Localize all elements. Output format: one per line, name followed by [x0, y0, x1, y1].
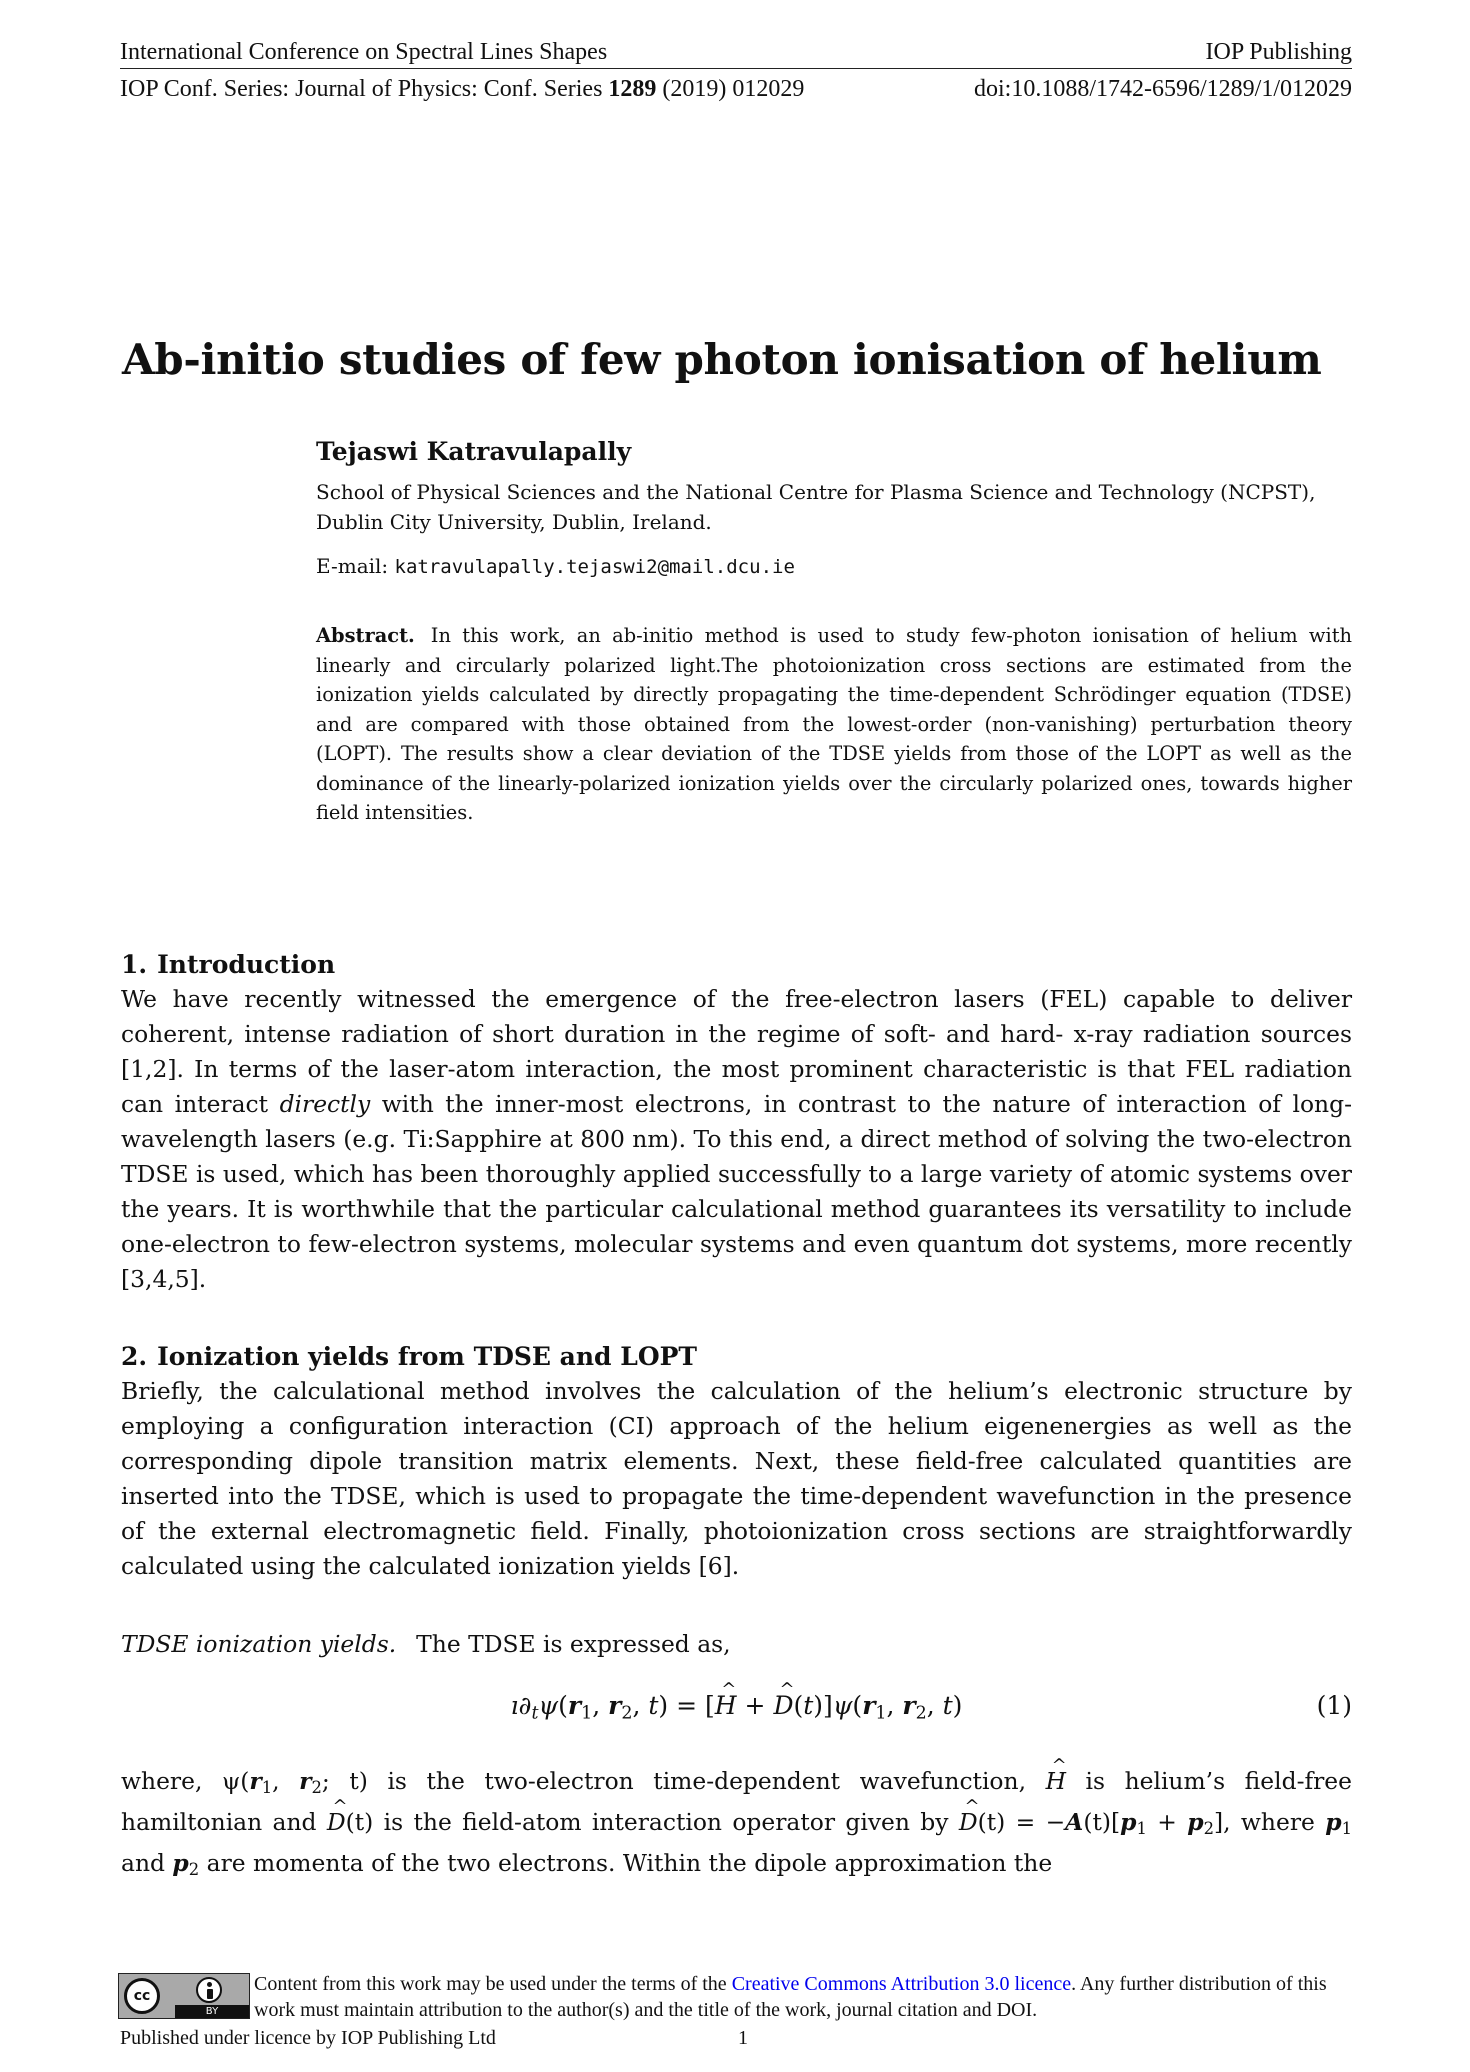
author-affiliation: School of Physical Sciences and the National Centre for Plasma Science and Technology (NCPST), Dublin City University, Dublin, Ireland. — [316, 480, 1316, 534]
creative-commons-icon: cc — [124, 1978, 160, 2014]
math: 1 — [875, 1703, 887, 1724]
email-label: E-mail: — [316, 554, 389, 578]
text-run: are momenta of the two electrons. Within the dipole approximation the — [199, 1849, 1053, 1878]
attribution-person-icon — [196, 1977, 222, 2003]
math: p — [1120, 1808, 1137, 1837]
math: t — [531, 1703, 539, 1724]
equation-body: $ı\partial_t\psi(r_1$, $r_2$, t) = [^ H + ^ $D(t)]\psi(r_1$, $r_2$, t) — [121, 1686, 1352, 1733]
text-run: The TDSE is expressed as, — [416, 1630, 731, 1658]
cc-licence-link[interactable]: Creative Commons Attribution 3.0 licence — [731, 1973, 1072, 1995]
math: ^ H — [1046, 1764, 1066, 1799]
math: ^ H — [715, 1686, 737, 1726]
math: = — [676, 1691, 698, 1720]
math: ^ D — [773, 1686, 793, 1726]
math: t — [803, 1691, 814, 1720]
math: ı∂ — [510, 1691, 532, 1720]
running-header-top — [120, 38, 1352, 69]
emphasis: directly — [279, 1090, 371, 1118]
math: p — [1325, 1808, 1342, 1837]
math: 1 — [261, 1778, 273, 1798]
math: r — [862, 1691, 876, 1720]
equation-number: (1) — [1316, 1691, 1352, 1720]
publisher-name: IOP Publishing — [1205, 39, 1352, 65]
section-title: Introduction — [157, 950, 336, 979]
math: 2 — [311, 1778, 322, 1798]
math: r — [608, 1691, 622, 1720]
math: t — [648, 1691, 659, 1720]
math: r — [249, 1767, 262, 1795]
math: ψ — [832, 1691, 853, 1720]
text-run: where, ψ( — [121, 1767, 250, 1795]
abstract — [316, 621, 1352, 828]
series-citation — [120, 75, 804, 103]
series-prefix: IOP Conf. Series: Journal of Physics: Conf. Series — [120, 76, 603, 102]
text-run: (t) is the field-atom interaction operator given by — [345, 1808, 959, 1837]
math: A — [1065, 1808, 1084, 1837]
math: + — [744, 1691, 766, 1720]
text-run: , — [272, 1767, 300, 1795]
conference-name: International Conference on Spectral Lines Shapes — [120, 39, 608, 65]
math: p — [1187, 1808, 1204, 1837]
abstract-text: In this work, an ab-initio method is used to study few-photon ionisation of helium with linearly and circularly polarized light.The photoionization cross sections are estimated from the ionization yields calculated by directly propagating the time-dependent Schrödinger equation (TDSE) and are compared with those obtained from the lowest-order (non-vanishing) perturbation theory (LOPT). The results show a clear deviation of the TDSE yields from those of the LOPT as well as the dominance of the linearly-polarized ionization yields over the circularly polarized ones, towards higher field intensities. — [316, 624, 1352, 824]
math: 1 — [581, 1703, 593, 1724]
section-number: 1. — [121, 950, 148, 979]
method-paragraph: Briefly, the calculational method involves the calculation of the helium’s electronic structure by employing a configuration interaction (CI) approach of the helium eigenenergies as well as the corresponding dipole transition matrix elements. Next, these field-free calculated quantities are inserted into the TDSE, which is used to propagate the time-dependent wavefunction in the presence of the external electromagnetic field. Finally, photoionization cross sections are straightforwardly calculated using the calculated ionization yields [6]. — [121, 1377, 1352, 1580]
text-run: (t) = − — [977, 1808, 1066, 1837]
text-run: Content from this work may be used under the terms of the — [254, 1973, 732, 1995]
text-run: is helium’s field-free hamiltonian and — [121, 1767, 1352, 1837]
section-heading-ionization-yields — [121, 1340, 697, 1374]
text-run: We have recently witnessed the emergence of the free-electron lasers (FEL) capable to deliver coherent, intense radiation of short duration in the regime of soft- and hard- x-ray radiation sources [1,2]. In terms of the laser-atom interaction, the most prominent characteristic is that FEL radiation can interact — [121, 985, 1352, 1118]
math: ^ D — [327, 1805, 346, 1840]
section-number: 2. — [121, 1342, 148, 1371]
text-run: ; t) is the two-electron time-dependent wavefunction, — [321, 1767, 1046, 1795]
math: ψ — [538, 1691, 559, 1720]
math: t — [942, 1691, 953, 1720]
author-email-line — [316, 552, 795, 581]
math: ^ D — [959, 1805, 978, 1840]
paper-title: Ab-initio studies of few photon ionisation of helium — [122, 335, 1322, 384]
math: 1 — [1136, 1819, 1147, 1839]
by-label: BY — [175, 2005, 249, 2018]
math: r — [299, 1767, 312, 1795]
section-title: Ionization yields from TDSE and LOPT — [157, 1342, 698, 1371]
doi: doi:10.1088/1742-6596/1289/1/012029 — [974, 76, 1352, 102]
text-run: . Any further distribution of this work must maintain attribution to the author(s) and the title of the work, journal citation and DOI. — [254, 1973, 1327, 2021]
text-run: + — [1146, 1808, 1188, 1837]
cc-by-licence-badge[interactable] — [118, 1973, 250, 2019]
equation-explanation-paragraph — [121, 1764, 1352, 1887]
equation-1 — [121, 1686, 1352, 1726]
section-heading-introduction — [121, 948, 335, 982]
text-run: (t)[ — [1083, 1808, 1121, 1837]
math: r — [902, 1691, 916, 1720]
introduction-paragraph — [121, 982, 1352, 1297]
math: 2 — [915, 1703, 927, 1724]
text-run: with the inner-most electrons, in contrast to the nature of interaction of long-wavelength lasers (e.g. Ti:Sapphire at 800 nm). To this end, a direct method of solving the two-electron TDSE is used, which has been thoroughly applied successfully to a large variety of atomic systems over the years. It is worthwhile that the particular calculational method guarantees its versatility to include one-electron to few-electron systems, molecular systems and even quantum dot systems, more recently [3,4,5]. — [121, 1090, 1352, 1293]
page-number: 1 — [738, 2027, 748, 2049]
text-run: and — [121, 1849, 173, 1878]
published-under-licence: Published under licence by IOP Publishing Ltd — [120, 2027, 496, 2049]
volume-number: 1289 — [608, 76, 657, 102]
email-address[interactable]: katravulapally.tejaswi2@mail.dcu.ie — [394, 556, 795, 578]
math: 2 — [621, 1703, 633, 1724]
math: 2 — [1203, 1819, 1214, 1839]
math: 1 — [1341, 1819, 1352, 1839]
abstract-label: Abstract. — [316, 624, 415, 647]
year-article: (2019) 012029 — [662, 76, 805, 102]
tdse-subsection-intro — [121, 1627, 1352, 1662]
math: 2 — [188, 1860, 200, 1880]
math: p — [172, 1849, 189, 1878]
running-header-citation — [120, 75, 1352, 103]
math: r — [567, 1691, 582, 1720]
author-name: Tejaswi Katravulapally — [316, 437, 632, 466]
licence-notice — [254, 1971, 1354, 2023]
subsection-runin-heading: TDSE ionization yields. — [121, 1630, 397, 1658]
text-run: ], where — [1213, 1808, 1326, 1837]
